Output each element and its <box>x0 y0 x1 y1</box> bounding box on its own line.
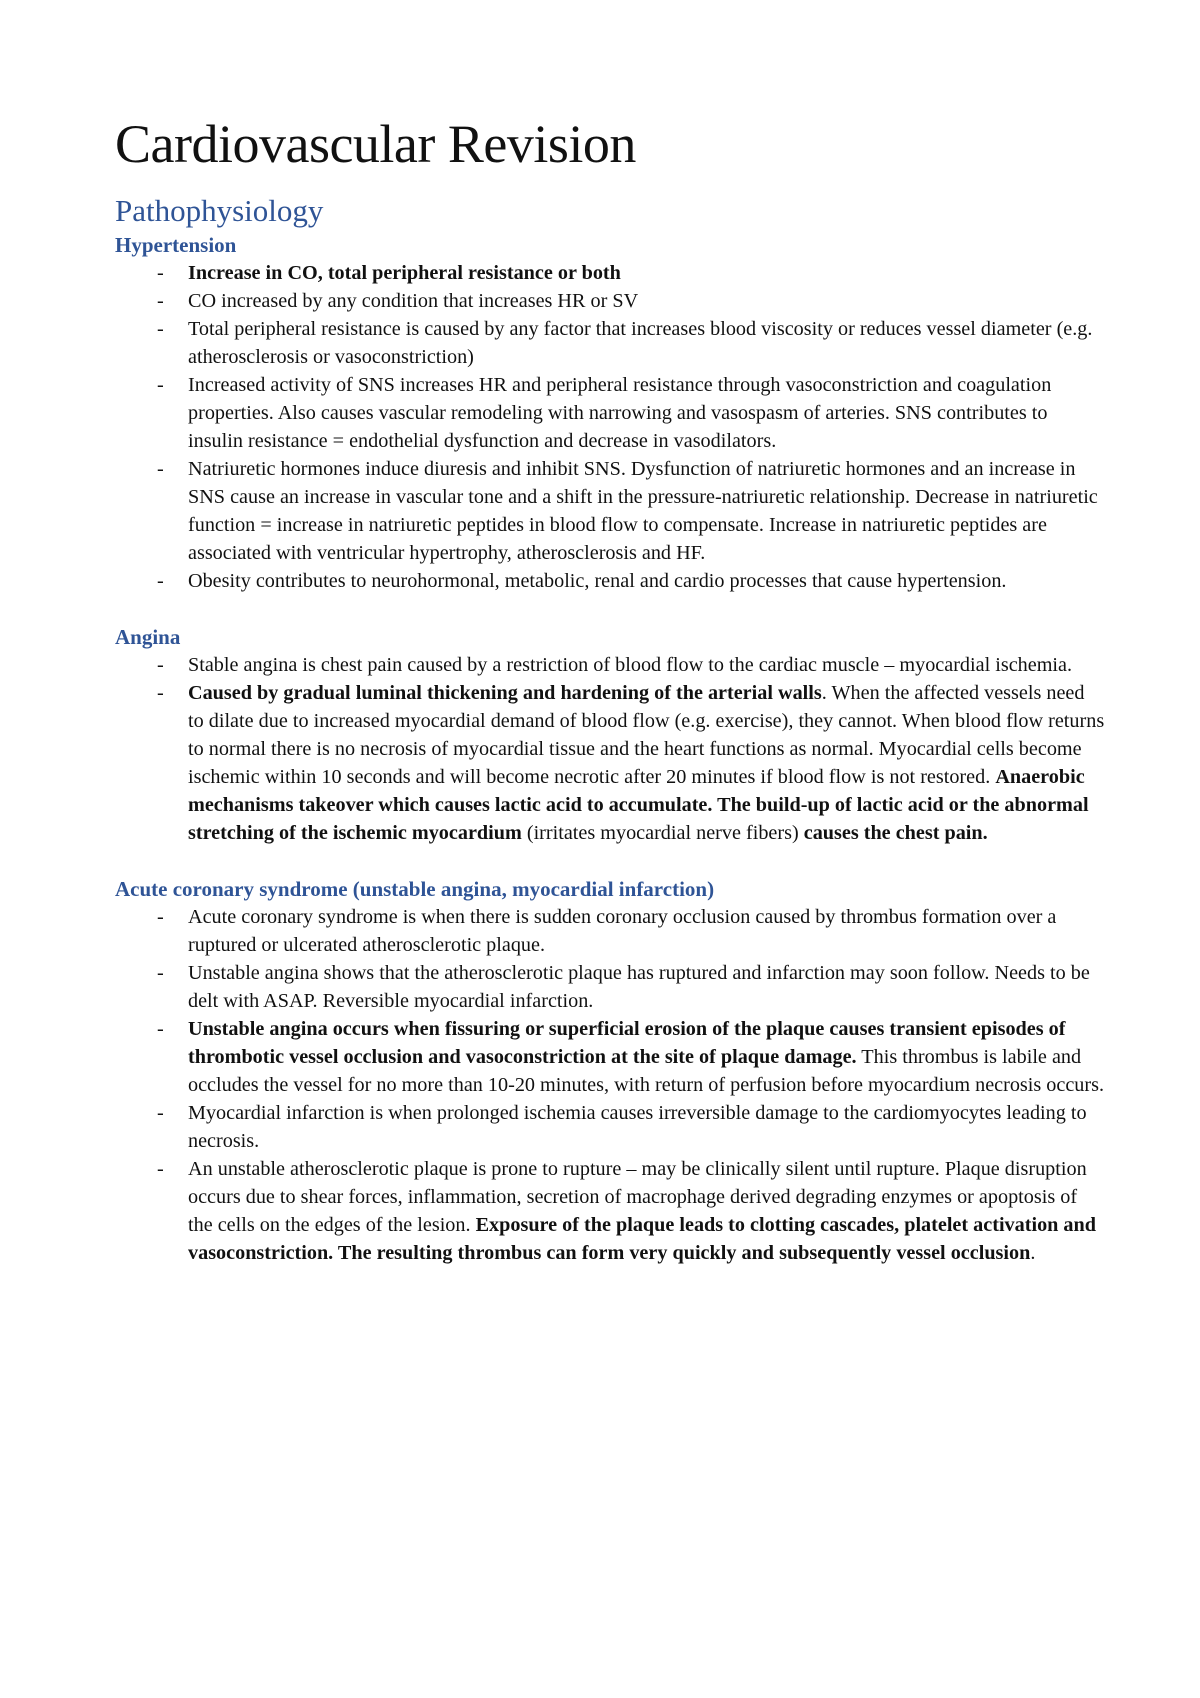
bullet-list <box>115 651 1105 847</box>
list-item <box>115 1015 1105 1099</box>
dash-bullet-icon: - <box>157 570 164 593</box>
list-item <box>115 1155 1105 1267</box>
list-item <box>115 287 1105 315</box>
sections-container <box>115 231 1105 1267</box>
bold-text: causes the chest pain. <box>803 822 988 845</box>
dash-bullet-icon: - <box>157 290 164 313</box>
text: . When the affected vessels need to dilate due to increased myocardial demand of blood flow (e.g. exercise), they cannot. When blood flow returns to normal there is no necrosis of myocardial tissue and the heart functions as normal. Myocardial cells become ischemic within 10 seconds and will become necrotic after 20 minutes if blood flow is not restored. <box>188 682 1105 789</box>
list-item <box>115 455 1105 567</box>
dash-bullet-icon: - <box>157 906 164 929</box>
bullet-list <box>115 903 1105 1267</box>
bullet-list <box>115 259 1105 595</box>
dash-bullet-icon: - <box>157 374 164 397</box>
dash-bullet-icon: - <box>157 318 164 341</box>
bold-text: Anaerobic mechanisms takeover which causes lactic acid to accumulate. The build-up of lactic acid or the abnormal stretching of the ischemic myocardium <box>188 766 1089 845</box>
text: (irritates myocardial nerve fibers) <box>521 822 804 845</box>
text: Obesity contributes to neurohormonal, metabolic, renal and cardio processes that cause hypertension. <box>188 570 1007 593</box>
bold-text: Caused by gradual luminal thickening and hardening of the arterial walls <box>188 682 822 705</box>
text: This thrombus is labile and occludes the vessel for no more than 10-20 minutes, with return of perfusion before myocardium necrosis occurs. <box>188 1046 1105 1097</box>
section-angina <box>115 623 1105 847</box>
dash-bullet-icon: - <box>157 262 164 285</box>
dash-bullet-icon: - <box>157 682 164 705</box>
subsection-heading: Hypertension <box>115 233 237 258</box>
list-item <box>115 315 1105 371</box>
text: An unstable atherosclerotic plaque is prone to rupture – may be clinically silent until rupture. Plaque disruption occurs due to shear forces, inflammation, secretion of macrophage derived degrading enzymes or apoptosis of the cells on the edges of the lesion. <box>188 1158 1087 1237</box>
section-heading-pathophysiology: Pathophysiology <box>115 192 324 228</box>
dash-bullet-icon: - <box>157 1102 164 1125</box>
subsection-heading: Angina <box>115 625 181 650</box>
text: . <box>1030 1242 1036 1265</box>
text: Stable angina is chest pain caused by a restriction of blood flow to the cardiac muscle – myocardial ischemia. <box>188 654 1073 677</box>
section-hypertension <box>115 231 1105 595</box>
list-item <box>115 567 1105 595</box>
list-item <box>115 371 1105 455</box>
list-item <box>115 651 1105 679</box>
dash-bullet-icon: - <box>157 458 164 481</box>
list-item <box>115 903 1105 959</box>
dash-bullet-icon: - <box>157 1158 164 1181</box>
text: Total peripheral resistance is caused by any factor that increases blood viscosity or reduces vessel diameter (e.g. atherosclerosis or vasoconstriction) <box>188 318 1093 369</box>
section-acute <box>115 875 1105 1267</box>
dash-bullet-icon: - <box>157 1018 164 1041</box>
bold-text: Increase in CO, total peripheral resistance or both <box>188 262 621 285</box>
list-item <box>115 959 1105 1015</box>
list-item <box>115 679 1105 847</box>
text: Increased activity of SNS increases HR and peripheral resistance through vasoconstriction and coagulation properties. Also causes vascular remodeling with narrowing and vasospasm of arteries. SNS contributes to insulin resistance = endothelial dysfunction and decrease in vasodilators. <box>188 374 1052 453</box>
document-title: Cardiovascular Revision <box>115 114 636 174</box>
text: Acute coronary syndrome is when there is sudden coronary occlusion caused by thrombus formation over a ruptured or ulcerated atherosclerotic plaque. <box>188 906 1057 957</box>
text: CO increased by any condition that increases HR or SV <box>188 290 639 313</box>
text: Natriuretic hormones induce diuresis and inhibit SNS. Dysfunction of natriuretic hormones and an increase in SNS cause an increase in vascular tone and a shift in the pressure-natriuretic relationship. Decrease in natriuretic function = increase in natriuretic peptides in blood flow to compensate. Increase in natriuretic peptides are associated with ventricular hypertrophy, atherosclerosis and HF. <box>188 458 1098 565</box>
list-item <box>115 1099 1105 1155</box>
document-content <box>115 112 1105 1267</box>
subsection-heading: Acute coronary syndrome (unstable angina, myocardial infarction) <box>115 877 715 902</box>
text: Myocardial infarction is when prolonged ischemia causes irreversible damage to the cardiomyocytes leading to necrosis. <box>188 1102 1087 1153</box>
list-item <box>115 259 1105 287</box>
bold-text: Unstable angina occurs when fissuring or superficial erosion of the plaque causes transient episodes of thrombotic vessel occlusion and vasoconstriction at the site of plaque damage. <box>188 1018 1066 1069</box>
dash-bullet-icon: - <box>157 962 164 985</box>
bold-text: Exposure of the plaque leads to clotting cascades, platelet activation and vasoconstriction. The resulting thrombus can form very quickly and subsequently vessel occlusion <box>188 1214 1096 1265</box>
text: Unstable angina shows that the atherosclerotic plaque has ruptured and infarction may soon follow. Needs to be delt with ASAP. Reversible myocardial infarction. <box>188 962 1090 1013</box>
dash-bullet-icon: - <box>157 654 164 677</box>
